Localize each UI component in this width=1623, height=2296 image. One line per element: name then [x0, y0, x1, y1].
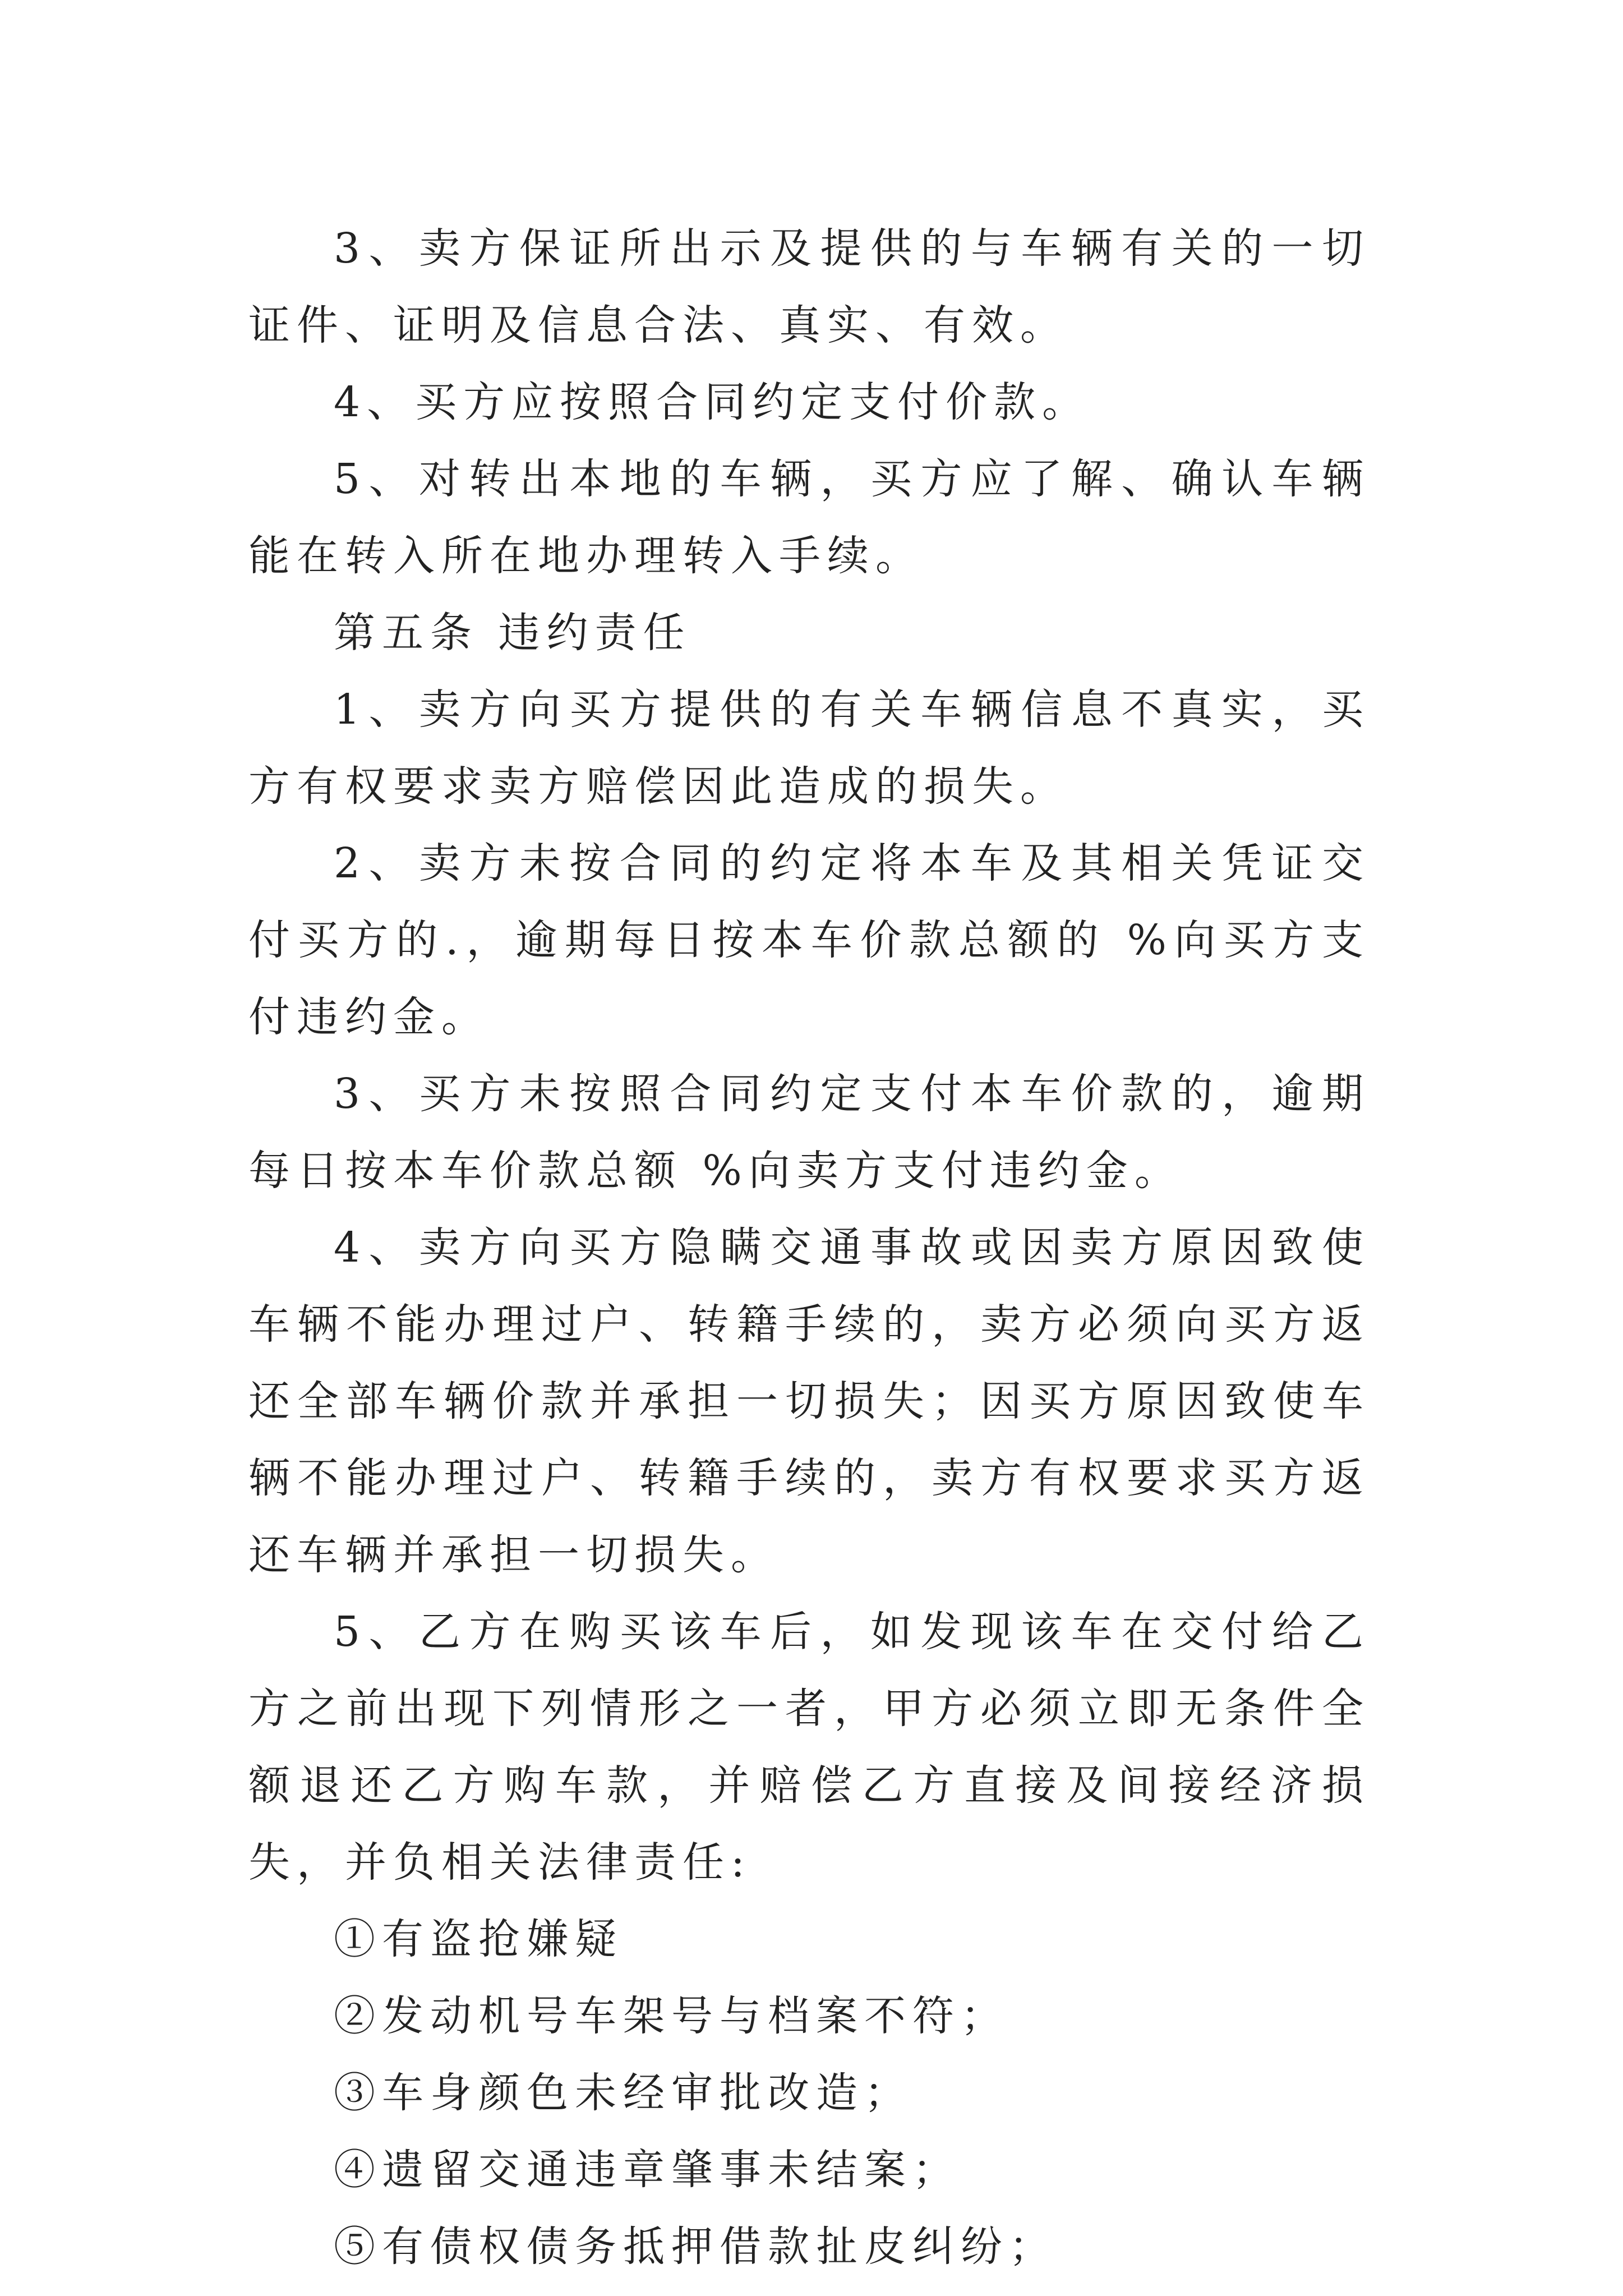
list-item: ④遗留交通违章肇事未结案；: [334, 2146, 961, 2194]
clause-transfer-out: 5、对转出本地的车辆，买方应了解、确认车辆能在转入所在地办理转入手续。: [248, 455, 1370, 580]
breach-clause-4: 4、卖方向买方隐瞒交通事故或因卖方原因致使车辆不能办理过户、转籍手续的，卖方必须向买方返还全部车辆价款并承担一切损失；因买方原因致使车辆不能办理过户、转籍手续的，卖方有权要求买方返还车辆并承担一切损失。: [248, 1223, 1370, 1579]
list-item: ②发动机号车架号与档案不符；: [334, 1992, 1009, 2040]
clause-buyer-payment: 4、买方应按照合同约定支付价款。: [334, 378, 1091, 426]
breach-clause-3: 3、买方未按照合同约定支付本车价款的，逾期每日按本车价款总额 %向卖方支付违约金。: [248, 1070, 1370, 1195]
section-heading-breach: 第五条 违约责任: [334, 609, 691, 657]
document-body: [248, 210, 1370, 2285]
clause-seller-guarantee: 3、卖方保证所出示及提供的与车辆有关的一切证件、证明及信息合法、真实、有效。: [248, 224, 1370, 349]
breach-clause-2: 2、卖方未按合同的约定将本车及其相关凭证交付买方的.，逾期每日按本车价款总额的 %向买方支付违约金。: [248, 839, 1370, 1041]
list-item: ⑤有债权债务抵押借款扯皮纠纷；: [334, 2223, 1057, 2271]
list-item: ③车身颜色未经审批改造；: [334, 2069, 912, 2117]
breach-clause-5: 5、乙方在购买该车后，如发现该车在交付给乙方之前出现下列情形之一者，甲方必须立即无条件全额退还乙方购车款，并赔偿乙方直接及间接经济损失，并负相关法律责任:: [248, 1608, 1370, 1887]
breach-clause-1: 1、卖方向买方提供的有关车辆信息不真实，买方有权要求卖方赔偿因此造成的损失。: [248, 685, 1370, 811]
list-item: ①有盗抢嫌疑: [334, 1915, 623, 1963]
